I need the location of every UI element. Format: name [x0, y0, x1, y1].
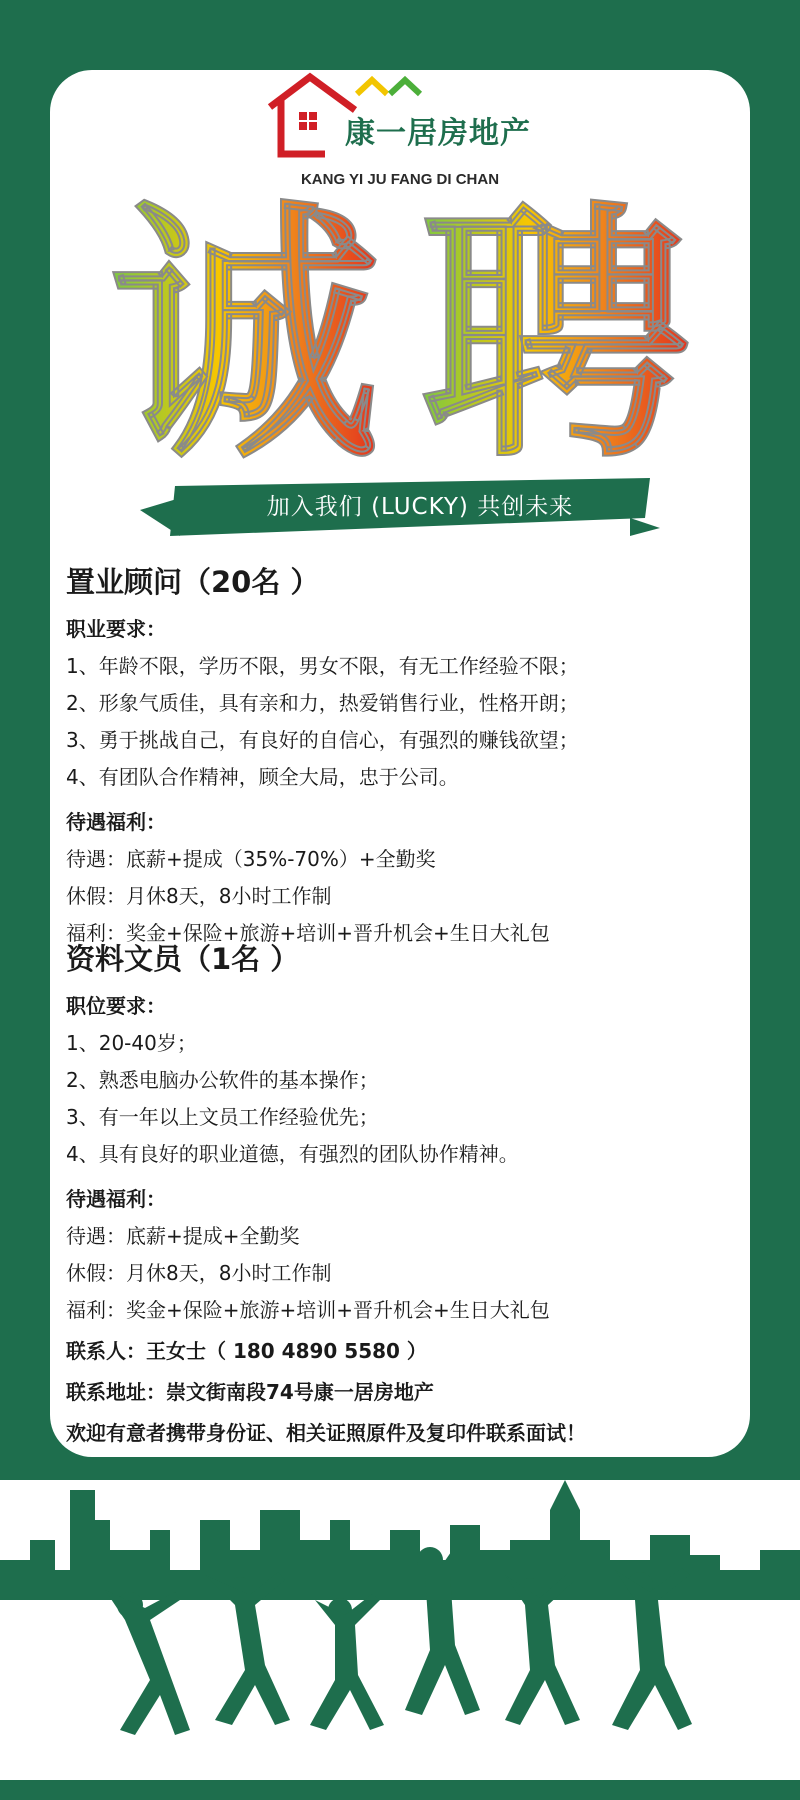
requirement-item: 1、年龄不限，学历不限，男女不限，有无工作经验不限； — [66, 653, 579, 678]
requirement-item: 1、20-40岁； — [66, 1030, 197, 1055]
requirement-item: 3、勇于挑战自己，有良好的自信心，有强烈的赚钱欲望； — [66, 727, 579, 752]
job-section-clerk — [66, 942, 746, 1446]
benefit-item: 待遇：底薪+提成+全勤奖 — [66, 1223, 300, 1248]
contact-address: 联系地址：崇文街南段74号康一居房地产 — [66, 1379, 434, 1404]
benefit-item: 待遇：底薪+提成（35%-70%）+全勤奖 — [66, 846, 436, 871]
job-title: 资料文员（1名 ） — [66, 942, 300, 976]
headline-recruiting — [95, 195, 715, 460]
requirement-item: 4、有团队合作精神，顾全大局，忠于公司。 — [66, 764, 459, 789]
benefit-item: 福利：奖金+保险+旅游+培训+晋升机会+生日大礼包 — [66, 1297, 550, 1322]
benefits-heading: 待遇福利： — [66, 809, 166, 834]
requirement-item: 2、熟悉电脑办公软件的基本操作； — [66, 1067, 379, 1092]
company-name: 康一居房地产 — [345, 116, 531, 151]
interview-note: 欢迎有意者携带身份证、相关证照原件及复印件联系面试！ — [66, 1420, 586, 1445]
requirement-item: 4、具有良好的职业道德，有强烈的团队协作精神。 — [66, 1141, 519, 1166]
requirements-heading: 职位要求： — [66, 993, 166, 1018]
benefit-item: 休假：月休8天，8小时工作制 — [66, 883, 332, 908]
benefit-item: 福利：奖金+保险+旅游+培训+晋升机会+生日大礼包 — [66, 920, 550, 945]
skyline-crowd-illustration — [0, 1480, 800, 1800]
requirement-item: 3、有一年以上文员工作经验优先； — [66, 1104, 379, 1129]
headline-char-2: 聘 — [420, 195, 690, 460]
job-title: 置业顾问（20名 ） — [66, 565, 320, 599]
benefit-item: 休假：月休8天，8小时工作制 — [66, 1260, 332, 1285]
headline-char-1: 诚 — [110, 195, 380, 460]
job-section-sales — [66, 565, 746, 946]
company-pinyin: KANG YI JU FANG DI CHAN — [300, 171, 500, 188]
slogan-text: 加入我们 (LUCKY) 共创未来 — [266, 494, 574, 520]
benefits-heading: 待遇福利： — [66, 1186, 166, 1211]
requirements-heading: 职业要求： — [66, 616, 166, 641]
contact-person: 联系人：王女士（ 180 4890 5580 ） — [66, 1338, 427, 1363]
requirement-item: 2、形象气质佳，具有亲和力，热爱销售行业，性格开朗； — [66, 690, 579, 715]
